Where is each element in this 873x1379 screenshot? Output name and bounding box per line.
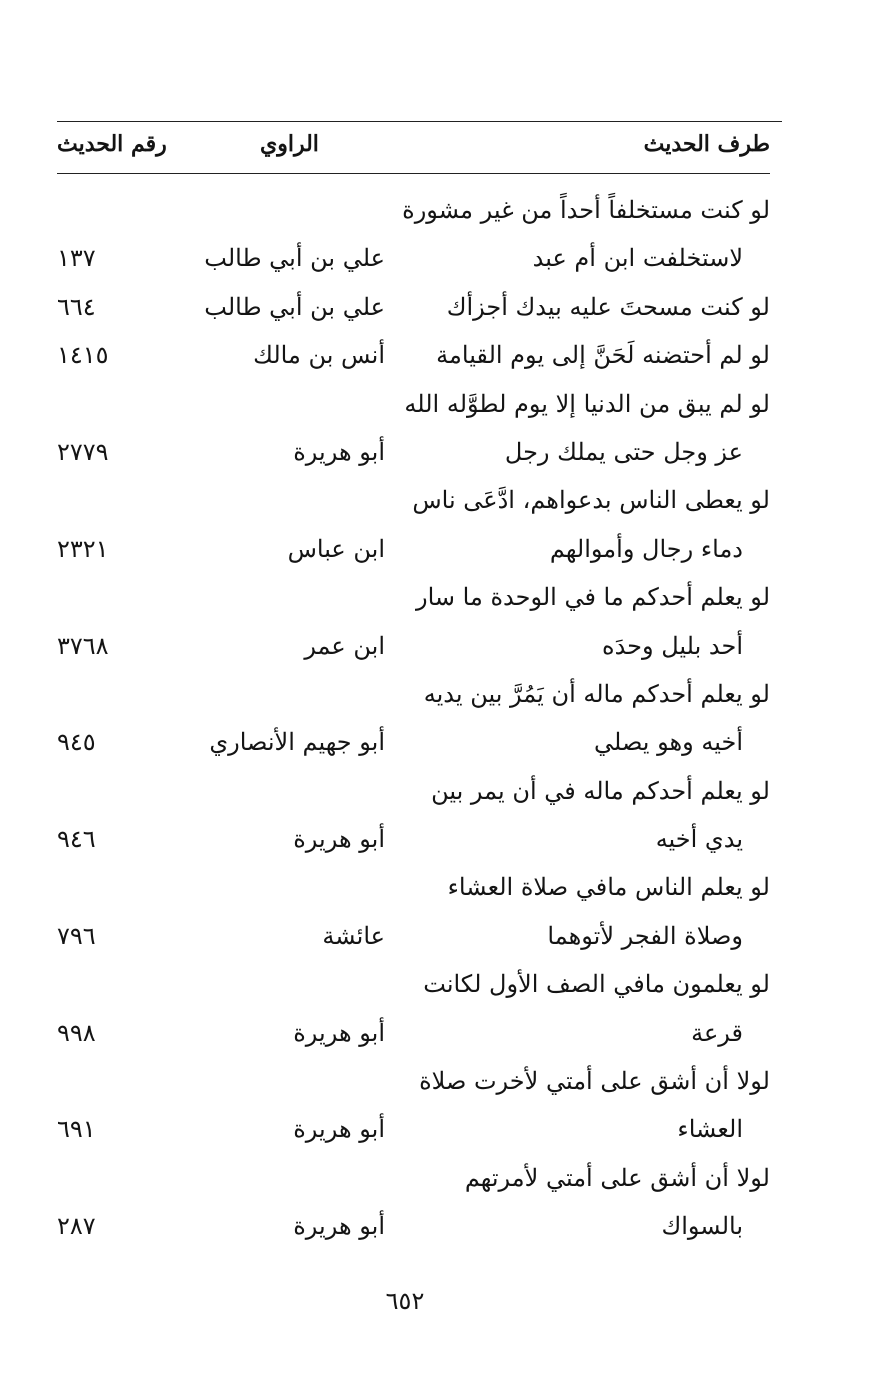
index-line <box>0 478 873 526</box>
hadith-text: لولا أن أشق على أمتي لأمرتهم <box>464 1163 770 1192</box>
hadith-text: لو يعلمون مافي الصف الأول لكانت <box>423 970 770 999</box>
header-narrator: الراوي <box>260 131 319 157</box>
index-line <box>0 430 873 478</box>
narrator: أنس بن مالك <box>253 341 385 370</box>
index-line <box>0 1059 873 1107</box>
hadith-number: ٢٧٧٩ <box>57 437 109 466</box>
hadith-text: لولا أن أشق على أمتي لأخرت صلاة <box>419 1067 770 1096</box>
hadith-number: ٩٤٦ <box>57 825 96 854</box>
index-line <box>0 188 873 236</box>
narrator: ابن عباس <box>287 534 385 563</box>
index-line <box>0 285 873 333</box>
hadith-text-continuation: لاستخلفت ابن أم عبد <box>532 244 743 273</box>
hadith-text: لو لم أحتضنه لَحَنَّ إلى يوم القيامة <box>436 341 770 370</box>
hadith-text-continuation: قرعة <box>691 1018 743 1047</box>
page-number: ٦٥٢ <box>385 1287 425 1315</box>
narrator: عائشة <box>322 921 385 950</box>
hadith-number: ١٤١٥ <box>57 341 109 370</box>
top-rule <box>57 121 782 122</box>
hadith-text: لو كنت مستخلفاً أحداً من غير مشورة <box>402 196 770 224</box>
index-line <box>0 333 873 381</box>
index-line <box>0 236 873 284</box>
narrator: أبو جهيم الأنصاري <box>209 728 385 757</box>
index-line <box>0 1156 873 1204</box>
hadith-text-continuation: عز وجل حتى يملك رجل <box>504 437 743 466</box>
narrator: أبو هريرة <box>293 437 385 466</box>
hadith-text: لو يعلم أحدكم ماله أن يَمُرَّ بين يديه <box>423 679 770 708</box>
index-line <box>0 769 873 817</box>
hadith-text: لو كنت مسحتَ عليه بيدك أجزأك <box>446 292 770 321</box>
index-line <box>0 382 873 430</box>
narrator: علي بن أبي طالب <box>204 292 385 321</box>
hadith-number: ٩٩٨ <box>57 1018 96 1047</box>
index-line <box>0 914 873 962</box>
hadith-number: ٦٩١ <box>57 1115 96 1144</box>
hadith-text: لو لم يبق من الدنيا إلا يوم لطوَّله الله <box>404 389 770 418</box>
hadith-text-continuation: العشاء <box>677 1115 743 1144</box>
hadith-text-continuation: أخيه وهو يصلي <box>594 728 743 757</box>
hadith-text-continuation: وصلاة الفجر لأتوهما <box>547 921 743 950</box>
narrator: علي بن أبي طالب <box>204 244 385 273</box>
index-line <box>0 817 873 865</box>
hadith-text: لو يعلم أحدكم ماله في أن يمر بين <box>431 776 770 805</box>
index-line <box>0 962 873 1010</box>
hadith-text-continuation: بالسواك <box>661 1212 743 1241</box>
hadith-number: ٧٩٦ <box>57 921 96 950</box>
hadith-number: ١٣٧ <box>57 244 96 273</box>
index-line <box>0 1107 873 1155</box>
hadith-number: ٢٨٧ <box>57 1212 96 1241</box>
index-line <box>0 624 873 672</box>
index-line <box>0 720 873 768</box>
narrator: أبو هريرة <box>293 825 385 854</box>
hadith-text-continuation: دماء رجال وأموالهم <box>549 534 743 563</box>
hadith-number: ٣٧٦٨ <box>57 631 109 660</box>
hadith-text: لو يعلم الناس مافي صلاة العشاء <box>447 873 770 902</box>
index-line <box>0 672 873 720</box>
narrator: أبو هريرة <box>293 1212 385 1241</box>
header-hadith-number: رقم الحديث <box>57 131 167 157</box>
narrator: أبو هريرة <box>293 1018 385 1047</box>
header-hadith-text: طرف الحديث <box>643 131 770 157</box>
index-line <box>0 1204 873 1252</box>
hadith-index-list <box>0 188 873 1253</box>
index-line <box>0 865 873 913</box>
hadith-text-continuation: أحد بليل وحدَه <box>602 631 743 660</box>
narrator: ابن عمر <box>304 631 385 660</box>
hadith-text: لو يعلم أحدكم ما في الوحدة ما سار <box>416 583 770 612</box>
hadith-number: ٦٦٤ <box>57 292 96 321</box>
header-rule <box>57 173 770 174</box>
index-line <box>0 527 873 575</box>
hadith-number: ٩٤٥ <box>57 728 96 757</box>
index-line <box>0 575 873 623</box>
narrator: أبو هريرة <box>293 1115 385 1144</box>
hadith-text: لو يعطى الناس بدعواهم، ادَّعَى ناس <box>412 486 770 515</box>
index-line <box>0 1011 873 1059</box>
hadith-text-continuation: يدي أخيه <box>655 825 743 854</box>
hadith-number: ٢٣٢١ <box>57 534 109 563</box>
